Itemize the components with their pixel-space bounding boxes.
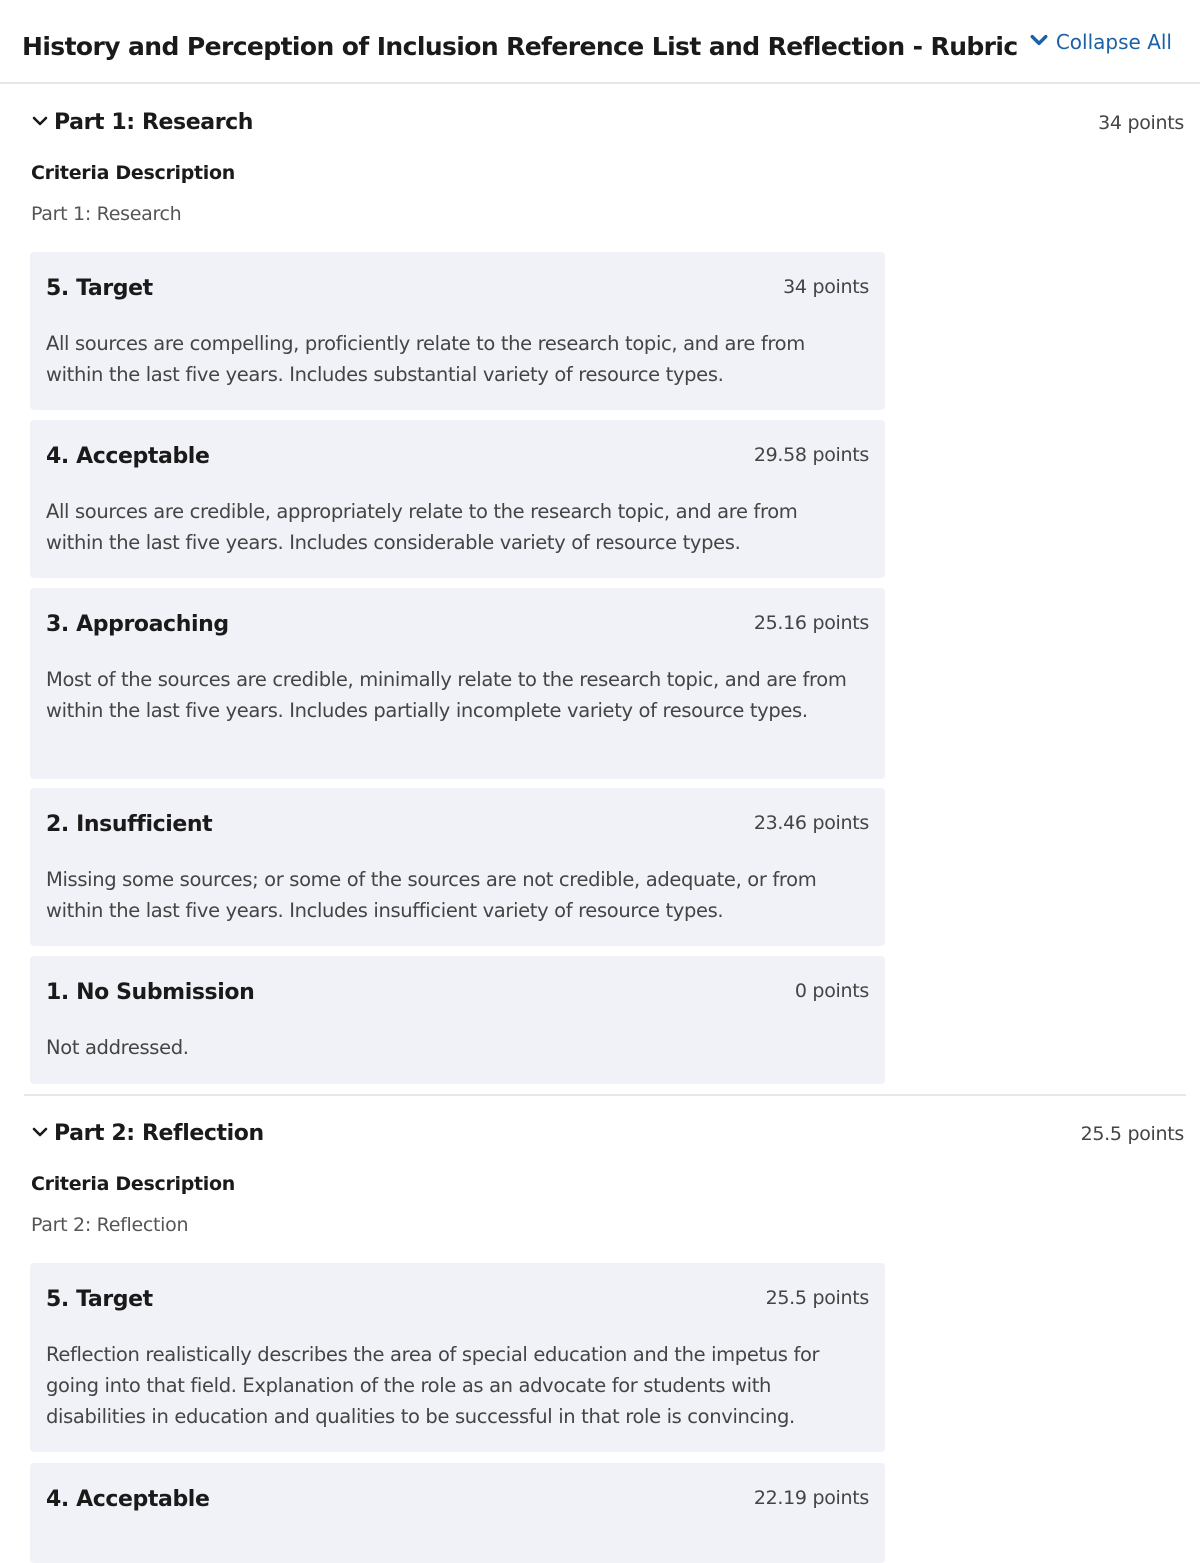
criterion-toggle[interactable] xyxy=(32,110,253,135)
criterion-part-2 xyxy=(28,1113,1184,1553)
rating-level[interactable] xyxy=(30,788,885,946)
criterion-title: Part 1: Research xyxy=(54,110,254,135)
level-points: 0 points xyxy=(794,980,869,1002)
rating-level[interactable] xyxy=(30,588,885,779)
level-name: 2. Insufficient xyxy=(46,812,213,837)
chevron-down-icon xyxy=(1030,30,1048,54)
level-name: 1. No Submission xyxy=(46,980,255,1005)
criterion-header xyxy=(28,1113,1184,1153)
criterion-part-1 xyxy=(28,102,1184,1087)
chevron-down-icon xyxy=(32,113,48,133)
level-name: 4. Acceptable xyxy=(46,444,210,469)
rating-level[interactable] xyxy=(30,420,885,578)
criteria-description-label: Criteria Description xyxy=(31,1173,236,1195)
criterion-points: 25.5 points xyxy=(1080,1123,1184,1145)
rating-level[interactable] xyxy=(30,956,885,1084)
rating-level[interactable] xyxy=(30,252,885,410)
level-points: 25.16 points xyxy=(753,612,869,634)
criteria-description-label: Criteria Description xyxy=(31,162,236,184)
level-description: Most of the sources are credible, minimally relate to the research topic, and are from within the last five years. Includes partially incomplete variety of resource types. xyxy=(46,668,847,722)
rating-level[interactable] xyxy=(30,1463,885,1563)
level-points: 22.19 points xyxy=(753,1487,869,1509)
criterion-header xyxy=(28,102,1184,142)
level-name: 4. Acceptable xyxy=(46,1487,210,1512)
criteria-description-text: Part 2: Reflection xyxy=(31,1214,189,1236)
level-points: 23.46 points xyxy=(753,812,869,834)
level-points: 25.5 points xyxy=(765,1287,869,1309)
level-description: All sources are credible, appropriately relate to the research topic, and are from within the last five years. Includes considerable variety of resource types. xyxy=(46,500,798,554)
criterion-divider xyxy=(24,1094,1186,1096)
level-description: Not addressed. xyxy=(46,1036,189,1059)
level-description: Missing some sources; or some of the sources are not credible, adequate, or from within the last five years. Includes insufficient variety of resource types. xyxy=(46,868,817,922)
level-name: 3. Approaching xyxy=(46,612,229,637)
level-description: Reflection realistically describes the area of special education and the impetus for going into that field. Explanation of the role as an advocate for students with disabilities in education and qualities to be successful in that role is convincing. xyxy=(46,1343,820,1428)
collapse-all-button[interactable] xyxy=(1030,30,1172,54)
level-name: 5. Target xyxy=(46,276,153,301)
level-points: 29.58 points xyxy=(753,444,869,466)
level-description: All sources are compelling, proficiently relate to the research topic, and are from within the last five years. Includes substantial variety of resource types. xyxy=(46,332,805,386)
level-points: 34 points xyxy=(783,276,869,298)
collapse-all-label: Collapse All xyxy=(1055,30,1172,54)
level-name: 5. Target xyxy=(46,1287,153,1312)
chevron-down-icon xyxy=(32,1124,48,1144)
criterion-points: 34 points xyxy=(1098,112,1184,134)
criterion-toggle[interactable] xyxy=(32,1121,264,1146)
criterion-title: Part 2: Reflection xyxy=(54,1121,264,1146)
rating-level[interactable] xyxy=(30,1263,885,1452)
criteria-description-text: Part 1: Research xyxy=(31,203,182,225)
rubric-header xyxy=(0,0,1200,84)
page-title: History and Perception of Inclusion Reference List and Reflection - Rubric xyxy=(22,32,1018,61)
